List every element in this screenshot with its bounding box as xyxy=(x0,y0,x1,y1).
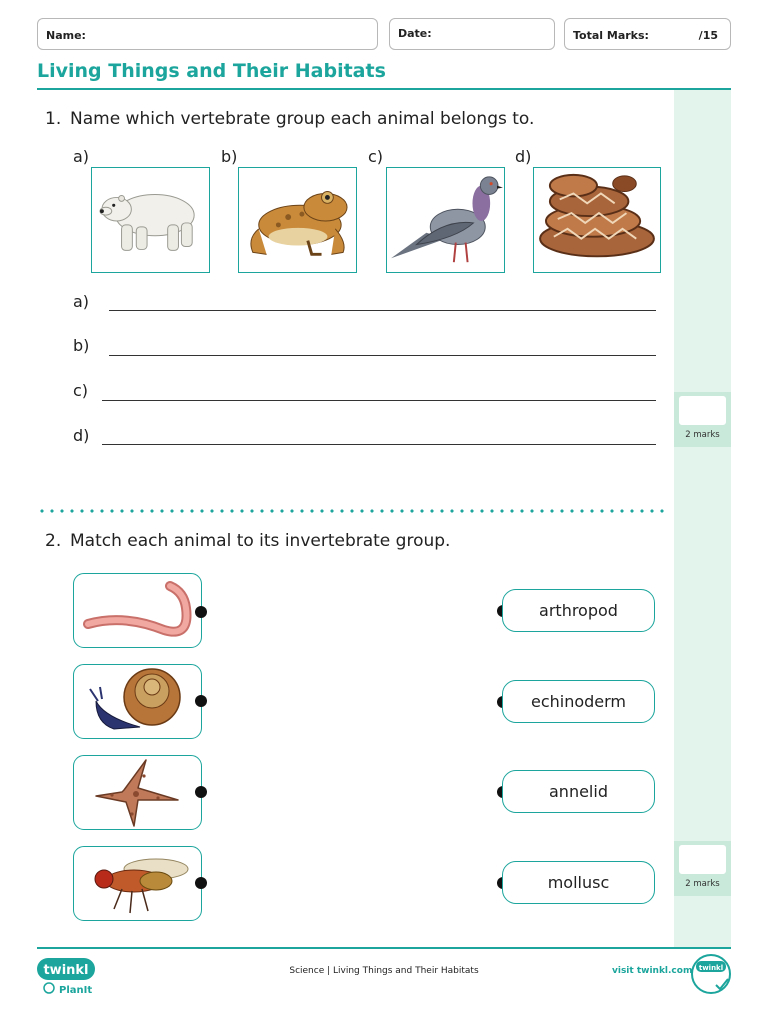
q1-marks-label: 2 marks xyxy=(685,430,720,440)
answer-label-b: b) xyxy=(73,336,90,355)
polar-bear-picture xyxy=(91,167,210,273)
group-echinoderm[interactable]: echinoderm xyxy=(502,680,655,723)
worm-match-dot[interactable] xyxy=(195,606,207,618)
answer-label-d: d) xyxy=(73,426,90,445)
group-annelid[interactable]: annelid xyxy=(502,770,655,813)
marks-margin-column xyxy=(674,90,731,948)
twinkl-link[interactable]: visit twinkl.com xyxy=(612,966,693,976)
answer-label-c: c) xyxy=(73,381,89,400)
snake-icon xyxy=(534,168,660,272)
question-1-text: Name which vertebrate group each animal belongs to. xyxy=(70,109,535,129)
question-1-number: 1. xyxy=(45,109,62,129)
twinkl-planit-logo xyxy=(37,956,101,996)
section-divider xyxy=(37,509,665,513)
answer-line-c[interactable] xyxy=(102,400,656,401)
worm-icon xyxy=(74,574,201,647)
question-2-text: Match each animal to its invertebrate group. xyxy=(70,531,451,551)
picture-label-c: c) xyxy=(368,147,384,166)
fly-card[interactable] xyxy=(73,846,202,921)
starfish-match-dot[interactable] xyxy=(195,786,207,798)
name-label: Name: xyxy=(46,29,86,42)
q1-marks-input[interactable] xyxy=(678,395,727,426)
starfish-icon xyxy=(74,756,201,829)
question-1 xyxy=(45,109,534,129)
answer-line-b[interactable] xyxy=(109,355,656,356)
fly-match-dot[interactable] xyxy=(195,877,207,889)
page-title: Living Things and Their Habitats xyxy=(37,60,386,82)
picture-label-b: b) xyxy=(221,147,238,166)
name-field[interactable] xyxy=(37,18,378,50)
group-arthropod[interactable]: arthropod xyxy=(502,589,655,632)
starfish-card[interactable] xyxy=(73,755,202,830)
pigeon-picture xyxy=(386,167,505,273)
question-2 xyxy=(45,531,450,551)
toad-icon xyxy=(239,168,356,272)
q2-marks-input[interactable] xyxy=(678,844,727,875)
answer-line-a[interactable] xyxy=(109,310,656,311)
question-2-number: 2. xyxy=(45,531,62,551)
picture-label-a: a) xyxy=(73,147,90,166)
logo-text: twinkl xyxy=(43,963,89,978)
worm-card[interactable] xyxy=(73,573,202,648)
polar-bear-icon xyxy=(92,168,209,272)
total-marks-label: Total Marks: xyxy=(573,29,649,42)
footer-divider xyxy=(37,947,731,949)
date-label: Date: xyxy=(398,27,432,40)
q2-marks-box xyxy=(674,841,731,896)
answer-line-d[interactable] xyxy=(102,444,656,445)
pigeon-icon xyxy=(387,168,504,272)
q1-marks-box xyxy=(674,392,731,447)
snail-card[interactable] xyxy=(73,664,202,739)
quality-badge-icon xyxy=(690,953,732,995)
logo-subtext: PlanIt xyxy=(59,985,93,996)
picture-label-d: d) xyxy=(515,147,532,166)
snail-icon xyxy=(74,665,201,738)
total-marks-value: /15 xyxy=(698,29,718,42)
date-field[interactable] xyxy=(389,18,555,50)
footer-subject: Science | Living Things and Their Habitats xyxy=(289,966,479,976)
total-marks-field[interactable] xyxy=(564,18,731,50)
snail-match-dot[interactable] xyxy=(195,695,207,707)
snake-picture xyxy=(533,167,661,273)
fly-icon xyxy=(74,847,201,920)
badge-text: twinkl xyxy=(698,964,724,972)
group-mollusc[interactable]: mollusc xyxy=(502,861,655,904)
q2-marks-label: 2 marks xyxy=(685,879,720,889)
toad-picture xyxy=(238,167,357,273)
title-divider xyxy=(37,88,731,90)
answer-label-a: a) xyxy=(73,292,90,311)
